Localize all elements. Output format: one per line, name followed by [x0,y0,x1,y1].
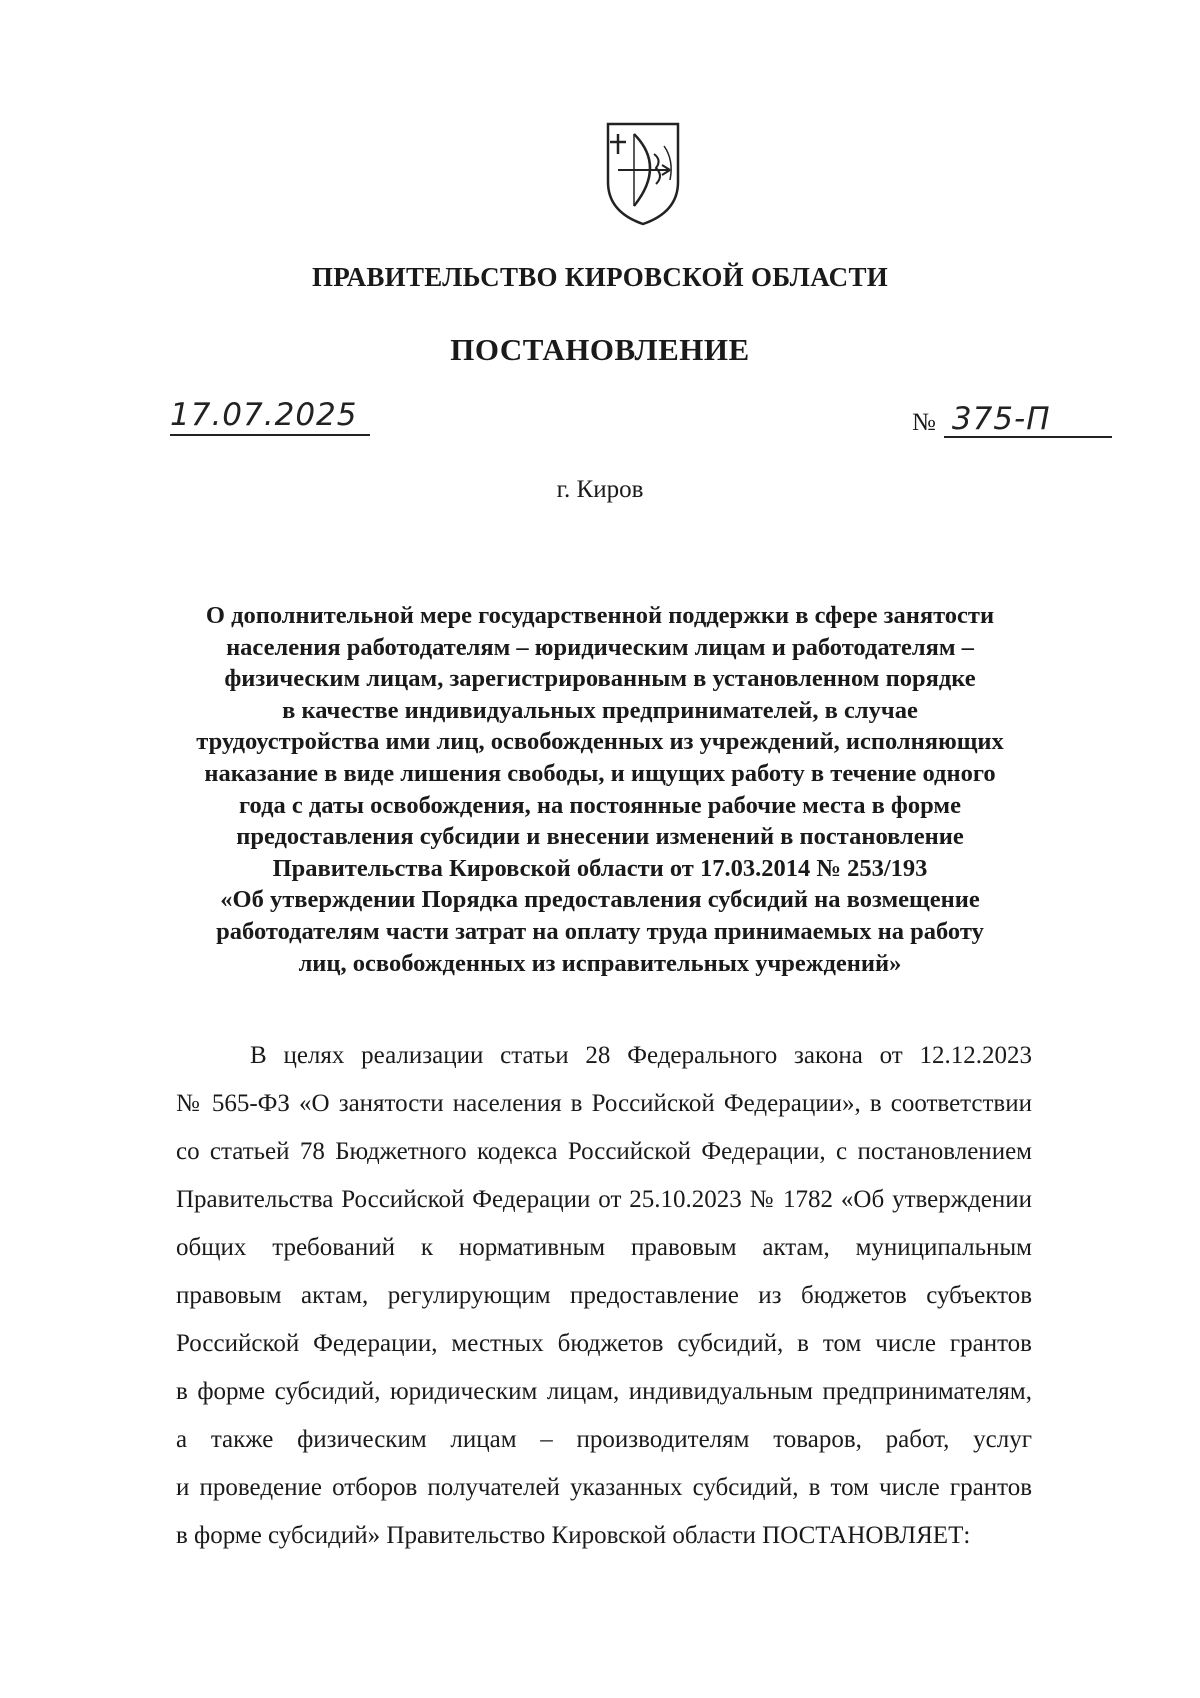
body-line: и проведение отборов получателей указанных субсидий, в том числе грантов [176,1474,1032,1501]
title-line: работодателям части затрат на оплату труда принимаемых на работу [216,917,984,945]
organization-name: ПРАВИТЕЛЬСТВО КИРОВСКОЙ ОБЛАСТИ [311,262,889,292]
title-line: предоставления субсидии и внесении изменений в постановление [236,823,964,851]
title-line: населения работодателям – юридическим лицам и работодателям – [226,633,974,661]
body-line: Российской Федерации, местных бюджетов субсидий, в том числе грантов [176,1330,1032,1357]
body-line: № 565-ФЗ «О занятости населения в Российской Федерации», в соответствии [176,1090,1032,1117]
body-line: в форме субсидий, юридическим лицам, индивидуальным предпринимателям, [176,1378,1032,1405]
title-line: «Об утверждении Порядка предоставления субсидий на возмещение [220,886,980,914]
body-line: в форме субсидий» Правительство Кировской области ПОСТАНОВЛЯЕТ: [176,1522,971,1549]
document-title [168,600,1032,979]
body-line: В целях реализации статьи 28 Федерального закона от 12.12.2023 [250,1042,1032,1069]
title-line: Правительства Кировской области от 17.03.2014 № 253/193 [272,854,928,882]
title-line: года с даты освобождения, на постоянные рабочие места в форме [239,791,961,819]
body-paragraph [176,1032,1032,1560]
document-type: ПОСТАНОВЛЕНИЕ [450,332,750,367]
title-line: лиц, освобожденных из исправительных учреждений» [298,949,902,977]
title-line: наказание в виде лишения свободы, и ищущих работу в течение одного [204,759,996,787]
title-line: в качестве индивидуальных предпринимателей, в случае [282,696,918,724]
coat-of-arms-icon [604,120,682,228]
number-sign: № [912,409,936,436]
body-line: а также физическим лицам – производителям товаров, работ, услуг [176,1426,1032,1453]
body-line: со статьей 78 Бюджетного кодекса Российской Федерации, с постановлением [176,1138,1032,1165]
body-line: Правительства Российской Федерации от 25.10.2023 № 1782 «Об утверждении [176,1186,1032,1213]
title-line: физическим лицам, зарегистрированным в установленном порядке [224,665,976,693]
document-number [912,402,1112,438]
body-line: правовым актам, регулирующим предоставление из бюджетов субъектов [176,1282,1032,1309]
title-line: О дополнительной мере государственной поддержки в сфере занятости [205,602,995,629]
title-line: трудоустройства ими лиц, освобожденных из учреждений, исполняющих [196,728,1004,756]
body-line: общих требований к нормативным правовым актам, муниципальным [176,1234,1032,1261]
city: г. Киров [556,476,644,503]
number-value: 375-П [944,402,1112,438]
document-date: 17.07.2025 [170,398,370,436]
